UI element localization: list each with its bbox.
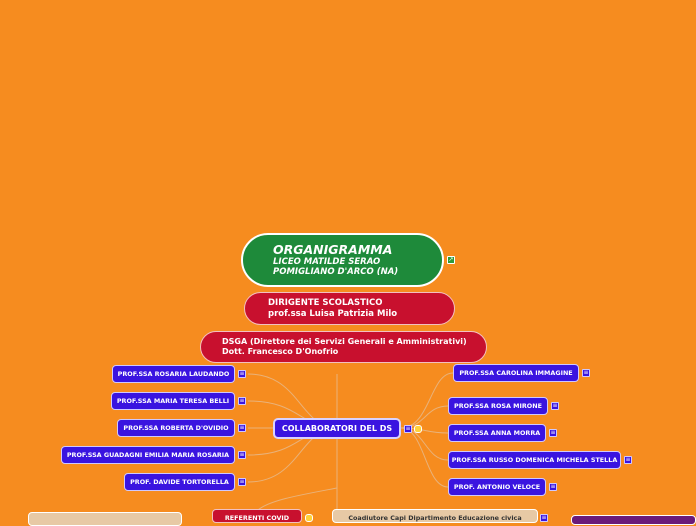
dirigente-line1: DIRIGENTE SCOLASTICO	[268, 297, 383, 308]
right-member-5[interactable]: PROF. ANTONIO VELOCE	[448, 478, 546, 496]
right-member-3[interactable]: PROF.SSA ANNA MORRA	[448, 424, 546, 442]
root-title: ORGANIGRAMMA	[273, 242, 393, 257]
note-icon[interactable]: ≡	[239, 424, 245, 431]
note-icon[interactable]: ≡	[239, 397, 245, 404]
note-icon[interactable]: ≡	[239, 370, 245, 377]
referenti-covid-node[interactable]: REFERENTI COVID	[212, 509, 302, 523]
bottom-left-node[interactable]	[28, 512, 182, 526]
note-icon[interactable]: ≡	[583, 369, 589, 376]
note-icon[interactable]: ≡	[405, 425, 411, 432]
collapse-dot-icon[interactable]	[414, 425, 422, 433]
link-icon[interactable]: ↗	[448, 256, 454, 263]
root-line3: POMIGLIANO D'ARCO (NA)	[273, 267, 399, 277]
note-icon[interactable]: ≡	[550, 429, 556, 436]
dsga-line1: DSGA (Direttore dei Servizi Generali e Amministrativi)	[222, 337, 467, 346]
left-member-1[interactable]: PROF.SSA ROSARIA LAUDANDO	[112, 365, 235, 383]
right-member-4[interactable]: PROF.SSA RUSSO DOMENICA MICHELA STELLA	[448, 451, 621, 469]
note-icon[interactable]: ≡	[552, 402, 558, 409]
note-icon[interactable]: ≡	[239, 451, 245, 458]
collapse-dot-icon[interactable]	[305, 514, 313, 522]
dirigente-node[interactable]	[244, 292, 455, 325]
right-member-1[interactable]: PROF.SSA CAROLINA IMMAGINE	[453, 364, 579, 382]
note-icon[interactable]: ≡	[239, 478, 245, 485]
bottom-right-node[interactable]	[571, 515, 696, 525]
coadiutore-node[interactable]: Coadiutore Capi Dipartimento Educazione civica	[332, 509, 538, 523]
dsga-line2: Dott. Francesco D'Onofrio	[222, 347, 339, 356]
right-member-2[interactable]: PROF.SSA ROSA MIRONE	[448, 397, 548, 415]
left-member-4[interactable]: PROF.SSA GUADAGNI EMILIA MARIA ROSARIA	[61, 446, 235, 464]
left-member-5[interactable]: PROF. DAVIDE TORTORELLA	[124, 473, 235, 491]
root-line2: LICEO MATILDE SERAO	[273, 257, 381, 267]
note-icon[interactable]: ≡	[625, 456, 631, 463]
left-member-3[interactable]: PROF.SSA ROBERTA D'OVIDIO	[117, 419, 235, 437]
dsga-node[interactable]	[200, 331, 487, 363]
note-icon[interactable]: ≡	[541, 514, 547, 521]
root-node-organigramma[interactable]	[241, 233, 444, 287]
collaboratori-node[interactable]: COLLABORATORI DEL DS	[273, 418, 401, 439]
left-member-2[interactable]: PROF.SSA MARIA TERESA BELLI	[111, 392, 235, 410]
dirigente-line2: prof.ssa Luisa Patrizia Milo	[268, 308, 398, 319]
note-icon[interactable]: ≡	[550, 483, 556, 490]
